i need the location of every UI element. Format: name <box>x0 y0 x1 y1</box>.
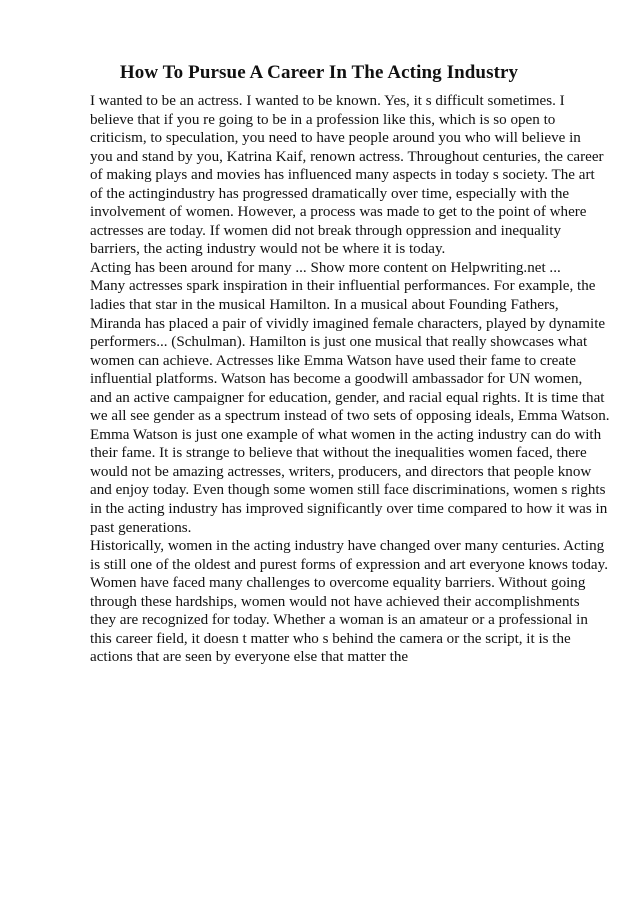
body-line: is still one of the oldest and purest forms of expression and art everyone knows today. <box>90 556 608 573</box>
body-line: through these hardships, women would not have achieved their accomplishments <box>90 593 580 610</box>
body-line: performers... (Schulman). Hamilton is just one musical that really showcases what <box>90 334 588 351</box>
body-line: I wanted to be an actress. I wanted to be known. Yes, it s difficult sometimes. I <box>90 93 565 109</box>
body-line: Miranda has placed a pair of vividly imagined female characters, played by dynamite <box>90 315 606 332</box>
body-line: we all see gender as a spectrum instead of two sets of opposing ideals, Emma Watson. <box>90 408 610 425</box>
body-line: actresses are today. If women did not break through oppression and inequality <box>90 222 561 239</box>
document-body <box>90 92 610 667</box>
document-title: How To Pursue A Career In The Acting Industry <box>119 62 519 83</box>
body-line: of the actingindustry has progressed dramatically over time, especially with the <box>90 185 570 202</box>
body-line: barriers, the acting industry would not be where it is today. <box>90 241 446 258</box>
body-line: influential platforms. Watson has become a goodwill ambassador for UN women, <box>90 371 583 388</box>
body-line: their fame. It is strange to believe that without the inequalities women faced, there <box>90 445 587 462</box>
body-line: and an active campaigner for education, gender, and racial equal rights. It is time that <box>90 389 605 406</box>
body-line: Women have faced many challenges to overcome equality barriers. Without going <box>90 575 586 592</box>
body-line: in the acting industry has improved significantly over time compared to how it was in <box>90 501 608 518</box>
body-line: believe that if you re going to be in a profession like this, which is so open to <box>90 111 556 128</box>
body-line: of making plays and movies has influenced many aspects in today s society. The art <box>90 167 595 184</box>
body-line: you and stand by you, Katrina Kaif, renown actress. Throughout centuries, the career <box>90 148 604 165</box>
body-line: involvement of women. However, a process was made to get to the point of where <box>90 204 587 221</box>
body-line: Emma Watson is just one example of what women in the acting industry can do with <box>90 426 602 443</box>
body-line: women can achieve. Actresses like Emma Watson have used their fame to create <box>90 352 576 369</box>
body-line: ladies that star in the musical Hamilton. In a musical about Founding Fathers, <box>90 297 559 314</box>
body-line: past generations. <box>90 519 192 536</box>
body-line: actions that are seen by everyone else that matter the <box>90 649 409 666</box>
body-line: Many actresses spark inspiration in their influential performances. For example, the <box>90 278 596 295</box>
more-content-line: Acting has been around for many ... Show more content on Helpwriting.net ... <box>90 259 561 276</box>
body-line: would not be amazing actresses, writers, producers, and directors that people know <box>90 463 592 480</box>
body-line: they are recognized for today. Whether a woman is an amateur or a professional in <box>90 612 588 629</box>
body-line: Historically, women in the acting industry have changed over many centuries. Acting <box>90 538 605 555</box>
body-line: and enjoy today. Even though some women still face discriminations, women s rights <box>90 482 606 499</box>
body-line: criticism, to speculation, you need to have people around you who will believe in <box>90 130 581 147</box>
body-line: this career field, it doesn t matter who s behind the camera or the script, it is the <box>90 630 571 647</box>
